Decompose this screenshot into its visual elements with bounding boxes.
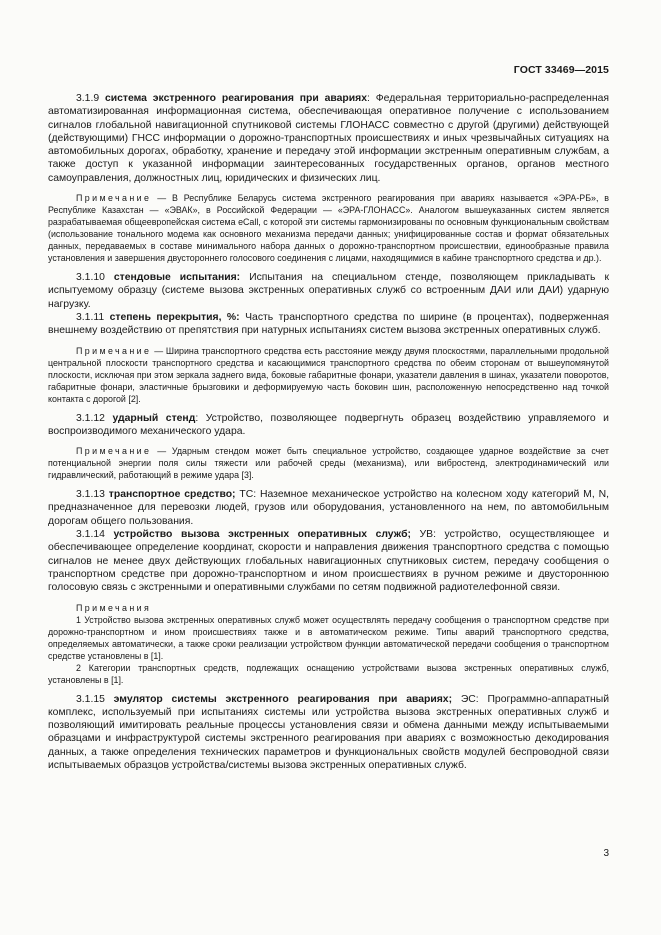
term-3-1-10 — [48, 271, 609, 311]
note-label: Примечание — [76, 446, 152, 457]
note-item-2: 2 Категории транспортных средств, подлежащих оснащению устройствами вызова экстренных оперативных служб, установлены в [1]. — [48, 662, 609, 685]
note-3-1-11 — [48, 345, 609, 405]
term-number: 3.1.10 — [76, 272, 114, 284]
note-3-1-12 — [48, 445, 609, 481]
term-title: транспортное средство; — [108, 489, 236, 501]
term-definition: УВ: устройство, осуществляющее и обеспечивающее определение координат, скорости и направления движения транспортного средства с помощью сигналов не менее двух действующих глобальных навигационных спутниковых систем, передачу сообщения о транспортном средстве при дорожно-транспортном и ином происшествиях в ручном режиме и двустороннюю голосовую связь с экстренными и оперативными службами по сетям подвижной радиотелефонной связи. — [48, 529, 609, 594]
term-3-1-15 — [48, 693, 609, 773]
term-3-1-14 — [48, 528, 609, 594]
term-definition: Испытания на специальном стенде, позволяющем прикладывать к испытуемому образцу (системе вызова экстренных оперативных служб со встроенным ДАИ или ДАИ) ударную нагрузку. — [48, 272, 609, 310]
term-definition: : Устройство, позволяющее подвергнуть образец воздействию управляемого и воспроизводимого механического удара. — [48, 412, 609, 437]
term-number: 3.1.14 — [76, 529, 114, 541]
note-item-1: 1 Устройство вызова экстренных оперативных служб может осуществлять передачу сообщения о транспортном средстве при дорожно-транспортном и ином происшествиях также и в автоматическом режиме. Типы аварий транспортного средства, определяемых автоматически, а также сроки реализации устройством функции автоматической передачи сообщения о транспортном средстве установлены в [1]. — [48, 614, 609, 661]
term-3-1-12 — [48, 412, 609, 439]
term-title: стендовые испытания: — [113, 272, 241, 284]
notes-heading-3-1-14: Примечания — [76, 602, 152, 613]
note-label: Примечание — [76, 345, 152, 356]
term-number: 3.1.9 — [76, 93, 105, 104]
term-3-1-11 — [48, 311, 609, 338]
term-title: степень перекрытия, %: — [109, 311, 240, 323]
term-title: ударный стенд — [112, 412, 196, 424]
term-3-1-9 — [48, 92, 609, 185]
term-definition: ТС: Наземное механическое устройство на колесном ходу категорий M, N, предназначенное для перевозки людей, грузов или оборудования, установленного на нем, по автомобильным дорогам общего пользования. — [48, 489, 609, 527]
document-id-header: ГОСТ 33469—2015 — [513, 64, 609, 76]
term-3-1-13 — [48, 488, 609, 528]
term-title: устройство вызова экстренных оперативных служб; — [113, 529, 411, 541]
term-definition: : Федеральная территориально-распределенная автоматизированная информационная система, обеспечивающая оперативное получение с использованием сигналов глобальной навигационной спутниковой системы ГЛОНАСС совместно с другой (другими) действующей (действующими) ГНСС информации о дорожно-транспортных происшествиях и иных чрезвычайных ситуациях на автомобильных дорогах, обработку, хранение и передачу этой информации экстренным оперативным службам, а также доступ к указанной информации заинтересованных государственных органов, органов местного самоуправления, должностных лиц, юридических и физических лиц. — [48, 93, 609, 184]
term-number: 3.1.15 — [76, 693, 114, 705]
document-body — [48, 92, 609, 772]
note-text: — В Республике Беларусь система экстренного реагирования при авариях называется «ЭРА-РБ», в Республике Казахстан — «ЭВАК», в Российской Федерации — «ЭРА-ГЛОНАСС». Аналогом вышеуказанных систем является разрабатываемая общеевропейская система eCall, с которой эти системы гармонизированы по основным функциональным свойствам (использование тонального модема как основного механизма передачи данных; унифицированные состав и формат обязательных данных, передаваемых в составе минимального набора данных о дорожно-транспортном происшествии, единообразные правила установления и завершения двустороннего голосового соединения с лицами, находящимися в кабине транспортного средства и др.). — [48, 193, 609, 264]
term-title: система экстренного реагирования при авариях — [104, 93, 368, 104]
note-label: Примечание — [76, 193, 152, 204]
term-definition: ЭС: Программно-аппаратный комплекс, используемый при испытаниях системы или устройства вызова экстренных оперативных служб и позволяющий имитировать реальные процессы установления связи и обмена данными между испытываемыми образцами и инфраструктурой системы экстренного реагирования при авариях с возможностью декодирования данных, а также определения технических параметров и функциональных свойств модулей беспроводной связи испытываемых образцов устройства/системы вызова экстренных оперативных служб. — [48, 693, 609, 772]
term-number: 3.1.11 — [76, 311, 110, 323]
note-text: — Ударным стендом может быть специальное устройство, создающее ударное воздействие за счет потенциальной энергии поля силы тяжести или рабочей среды (механизма), или вибростенд, электродинамический или гидравлический, работающий в режиме удара [3]. — [48, 446, 609, 481]
note-3-1-9 — [48, 192, 609, 264]
term-number: 3.1.12 — [76, 412, 113, 424]
term-number: 3.1.13 — [76, 489, 109, 501]
note-text: — Ширина транспортного средства есть расстояние между двумя плоскостями, параллельными продольной центральной плоскости транспортного средства и касающимися транспортного средства по обеим сторонам от вышеупомянутой плоскости, исключая при этом зеркала заднего вида, боковые габаритные фонари, указатели давления в шинах, указатели поворотов, габаритные фонари, эластичные брызговики и деформируемую часть боковин шин, расположенную непосредственно над точкой контакта с дорогой [2]. — [48, 345, 609, 404]
term-definition: Часть транспортного средства по ширине (в процентах), подверженная внешнему воздействию от препятствия при натурных испытаниях систем вызова экстренных оперативных служб. — [48, 311, 609, 337]
page-number: 3 — [603, 848, 609, 859]
term-title: эмулятор системы экстренного реагирования при авариях; — [113, 693, 453, 705]
